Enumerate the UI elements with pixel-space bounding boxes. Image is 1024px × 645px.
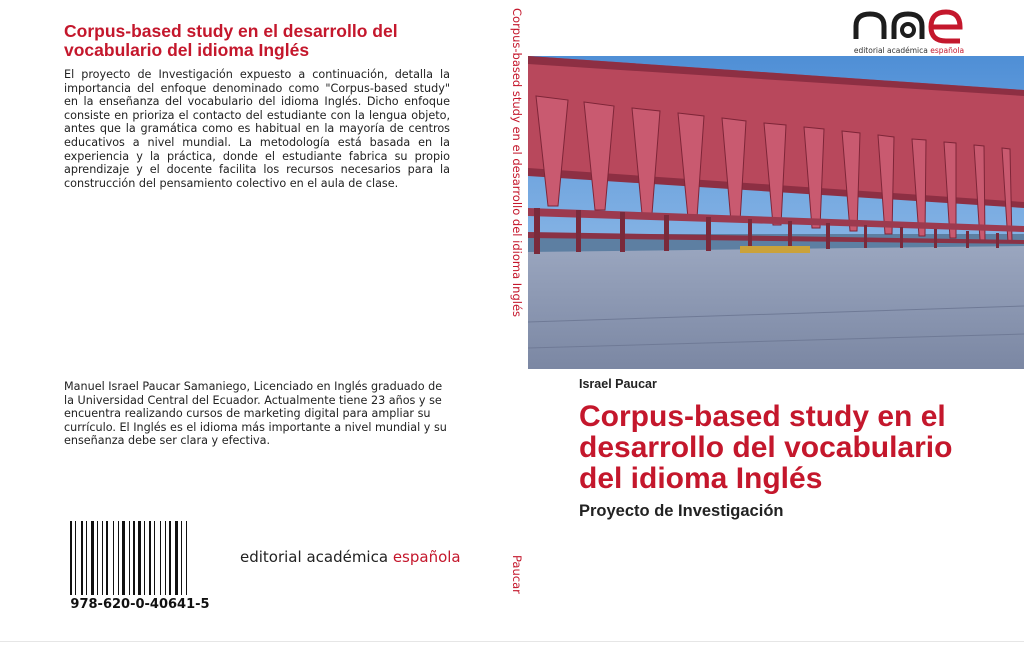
barcode-bar bbox=[122, 521, 125, 595]
barcode-bar bbox=[129, 521, 130, 595]
barcode-bar bbox=[106, 521, 108, 595]
barcode-bar bbox=[175, 521, 178, 595]
barcode-bar bbox=[186, 521, 187, 595]
logo-caption bbox=[852, 46, 966, 55]
barcode-bar bbox=[81, 521, 83, 595]
barcode-bar bbox=[144, 521, 145, 595]
publisher-name-part2: española bbox=[392, 548, 461, 566]
front-cover-title: Corpus-based study en el desarrollo del vocabulario del idioma Inglés bbox=[579, 400, 953, 495]
front-cover-author: Israel Paucar bbox=[579, 377, 657, 391]
barcode-bar bbox=[102, 521, 103, 595]
back-cover-blurb: El proyecto de Investigación expuesto a continuación, detalla la importancia del enfoque denominado como "Corpus-based study" en la enseñanza del vocabulario del idioma Inglés. Dicho enfoque consiste en prioriza el contacto del estudiante con la lengua objeto, antes que la gramática como es habitual en la mayoría de centros educativos a nivel mundial. La metodología está basada en la experiencia y la práctica, donde el estudiante fabrica su propio aprendizaje y el docente facilita los recursos necesarios para la construcción del pensamiento colectivo en el aula de clase. bbox=[64, 68, 450, 190]
spine-author: Paucar bbox=[510, 555, 524, 594]
barcode-bar bbox=[97, 521, 98, 595]
barcode-bar bbox=[169, 521, 171, 595]
cover-photo bbox=[528, 56, 1024, 369]
isbn-number: 978-620-0-40641-5 bbox=[70, 597, 210, 612]
barcode-bar bbox=[113, 521, 114, 595]
pier-structure-photo bbox=[528, 56, 1024, 369]
logo-caption-part1: editorial académica bbox=[853, 46, 928, 55]
logo-caption-part2: española bbox=[930, 46, 965, 55]
barcode-bar bbox=[160, 521, 161, 595]
publisher-logo bbox=[852, 6, 966, 58]
barcode-bar bbox=[181, 521, 182, 595]
barcode-bar bbox=[149, 521, 151, 595]
back-cover-title: Corpus-based study en el desarrollo del vocabulario del idioma Inglés bbox=[64, 21, 398, 60]
barcode-bar bbox=[75, 521, 76, 595]
barcode-bars bbox=[70, 521, 210, 595]
barcode-bar bbox=[165, 521, 166, 595]
barcode-bar bbox=[86, 521, 87, 595]
author-bio: Manuel Israel Paucar Samaniego, Licenciado en Inglés graduado de la Universidad Central del Ecuador. Actualmente tiene 23 años y se encuentra realizando cursos de marketing digital para ampliar su currículo. El Inglés es el idioma más importante a nivel mundial y su enseñanza debe ser clara y efectiva. bbox=[64, 380, 447, 448]
spine-title: Corpus-based study en el desarrollo del idioma Inglés bbox=[510, 8, 524, 318]
barcode-bar bbox=[70, 521, 72, 595]
barcode-bar bbox=[91, 521, 94, 595]
barcode-bar bbox=[118, 521, 119, 595]
barcode-bar bbox=[154, 521, 155, 595]
publisher-name-part1: editorial académica bbox=[240, 548, 389, 566]
barcode-bar bbox=[138, 521, 141, 595]
barcode bbox=[66, 519, 214, 615]
back-publisher-name bbox=[240, 548, 461, 566]
front-cover-subtitle: Proyecto de Investigación bbox=[579, 502, 784, 520]
bottom-divider bbox=[0, 641, 1024, 642]
barcode-bar bbox=[133, 521, 135, 595]
eae-logo-icon bbox=[852, 6, 966, 46]
